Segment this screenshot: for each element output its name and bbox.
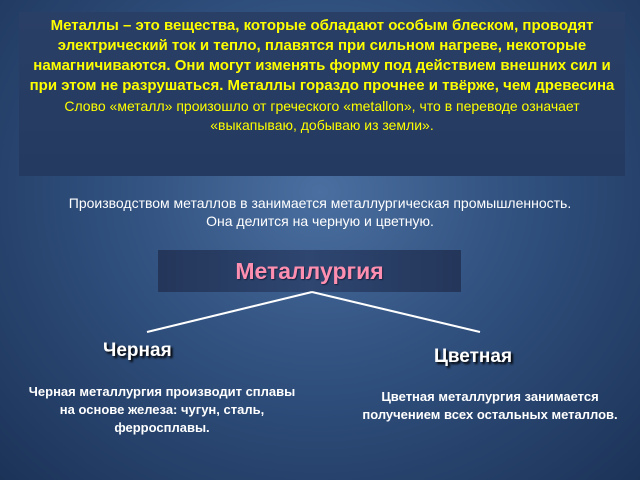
branch-label-black: Черная — [103, 340, 172, 361]
intro-text: Производством металлов в занимается металлургическая промышленность. Она делится на черную и цветную. — [68, 195, 572, 229]
branch-description-black: Черная металлургия производит сплавы на основе железа: чугун, сталь, ферросплавы. — [28, 384, 296, 435]
branch-label-color: Цветная — [434, 346, 513, 367]
connector-left — [147, 292, 312, 332]
branch-description-color: Цветная металлургия занимается получением всех остальных металлов. — [362, 389, 618, 422]
definition-bold-text: Металлы – это вещества, которые обладают особым блеском, проводят электрический ток и тепло, плавятся при сильном нагреве, некоторые намагничиваются. Они могут изменять форму под действием внешних сил и при этом не разрушаться. Металлы гораздо прочнее и твёрже, чем древесина — [29, 17, 615, 94]
connector-right — [312, 292, 480, 332]
etymology-text: Слово «металл» произошло от греческого «metallon», что в переводе означает «выкапываю, добываю из земли». — [64, 98, 580, 133]
root-label: Металлургия — [235, 257, 384, 284]
